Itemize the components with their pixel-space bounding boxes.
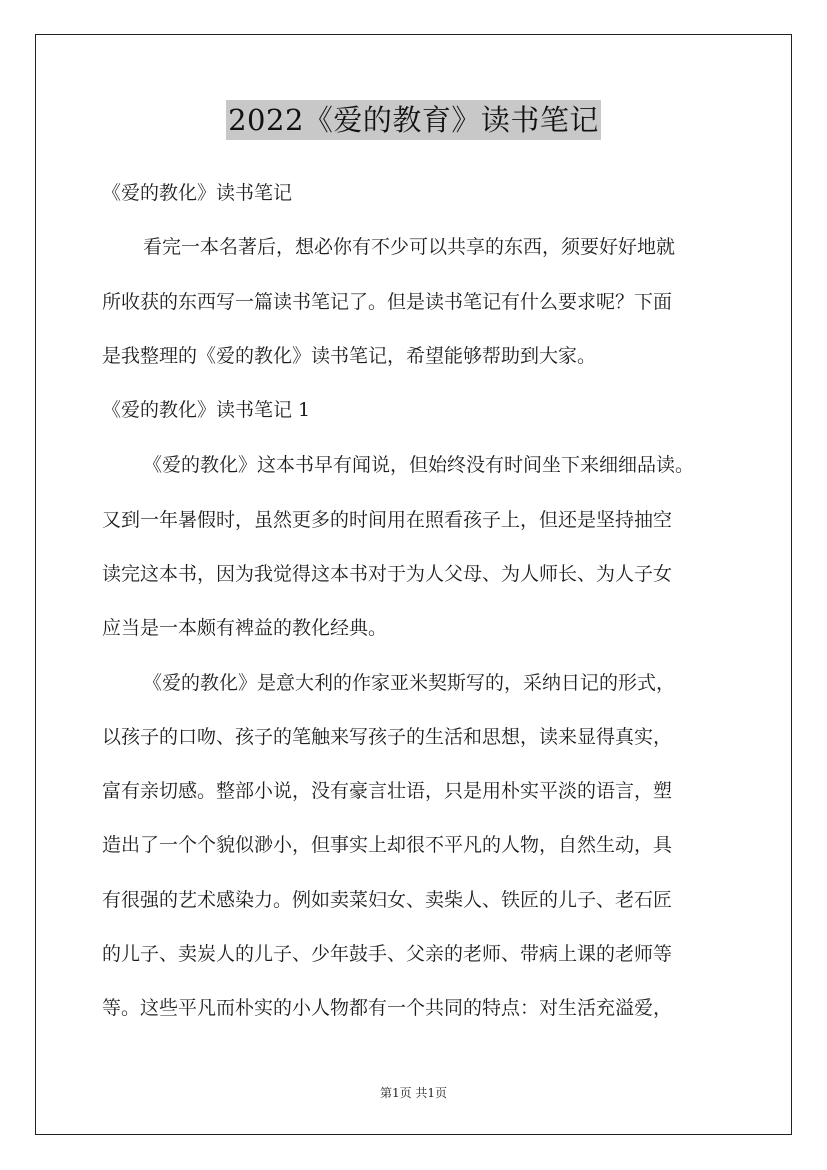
- paragraph-line: 读完这本书，因为我觉得这本书对于为人父母、为人师长、为人子女: [102, 563, 673, 585]
- section-heading: 《爱的教化》读书笔记: [102, 182, 293, 204]
- paragraph-line: 的儿子、卖炭人的儿子、少年鼓手、父亲的老师、带病上课的老师等: [102, 943, 673, 965]
- title-container: [0, 100, 827, 140]
- paragraph-line: 《爱的教化》这本书早有闻说，但始终没有时间坐下来细细品读。: [143, 454, 695, 476]
- paragraph-line: 《爱的教化》是意大利的作家亚米契斯写的，采纳日记的形式，: [143, 672, 676, 694]
- page-footer: 第1页 共1页: [379, 1086, 448, 1100]
- paragraph-line: 又到一年暑假时，虽然更多的时间用在照看孩子上，但还是坚持抽空: [102, 509, 673, 531]
- paragraph-line: 所收获的东西写一篇读书笔记了。但是读书笔记有什么要求呢？下面: [102, 291, 673, 313]
- paragraph-line: 是我整理的《爱的教化》读书笔记，希望能够帮助到大家。: [102, 345, 597, 367]
- paragraph-line: 应当是一本颇有裨益的教化经典。: [102, 617, 388, 639]
- document-title: 2022《爱的教育》读书笔记: [226, 100, 601, 140]
- paragraph-line: 造出了一个个貌似渺小，但事实上却很不平凡的人物，自然生动，具: [102, 834, 673, 856]
- paragraph-line: 以孩子的口吻、孩子的笔触来写孩子的生活和思想，读来显得真实，: [102, 726, 673, 748]
- paragraph-line: 等。这些平凡而朴实的小人物都有一个共同的特点：对生活充溢爱，: [102, 997, 673, 1019]
- section-heading: 《爱的教化》读书笔记 1: [102, 399, 311, 421]
- paragraph-line: 有很强的艺术感染力。例如卖菜妇女、卖柴人、铁匠的儿子、老石匠: [102, 889, 673, 911]
- paragraph-line: 看完一本名著后，想必你有不少可以共享的东西，须要好好地就: [143, 236, 676, 258]
- paragraph-line: 富有亲切感。整部小说，没有豪言壮语，只是用朴实平淡的语言，塑: [102, 780, 673, 802]
